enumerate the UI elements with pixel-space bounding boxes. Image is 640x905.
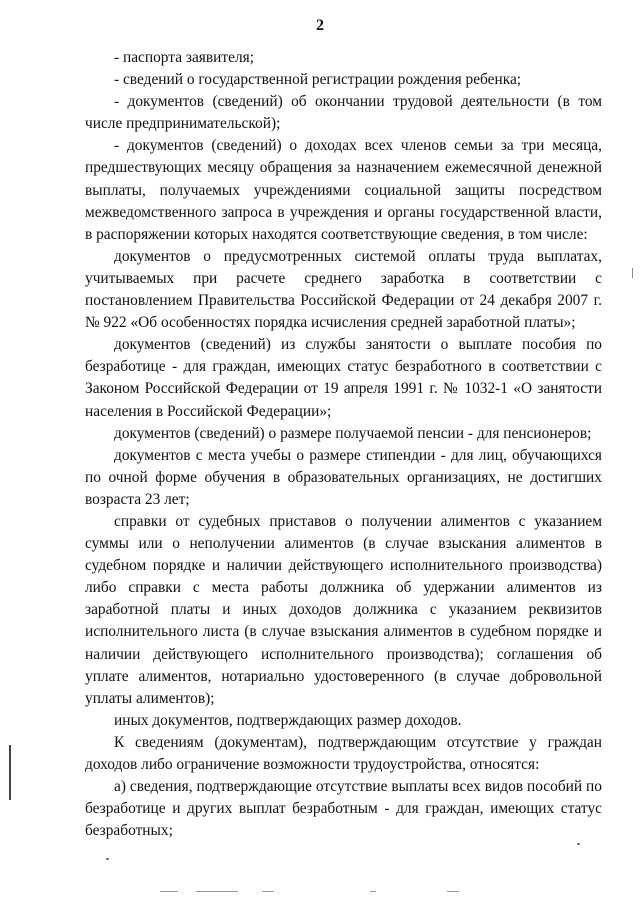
- scan-edge-mark: [632, 268, 633, 278]
- paragraph-pension: документов (сведений) о размере получаемой пенсии - для пенсионеров;: [114, 424, 592, 442]
- scan-bottom-rule: [370, 891, 376, 892]
- paragraph-alimony: справки от судебных приставов о получении алиментов с указанием суммы или о неполучении алиментов (в случае взыскания алиментов в судебном порядке и наличии действующего исполнительного производства) либо справки с места работы должника об удержании алиментов из заработной платы и иных доходов должника с указанием реквизитов исполнительного листа (в случае взыскания алиментов в судебном порядке и наличии действующего исполнительного производства); соглашения об уплате алиментов, нотариально удостоверенного (в случае добровольной уплаты алиментов);: [85, 512, 602, 707]
- paragraph-employment-end: - документов (сведений) об окончании трудовой деятельности (в том числе предпринимательской);: [85, 93, 602, 133]
- paragraph-scholarship: документов с места учебы о размере стипендии - для лиц, обучающихся по очной форме обучения в образовательных организациях, не достигших возраста 23 лет;: [85, 446, 602, 508]
- scan-bottom-rule: [262, 891, 274, 892]
- paragraph-other-income: иных документов, подтверждающих размер доходов.: [114, 711, 462, 729]
- paragraph-birth-registration: - сведений о государственной регистрации рождения ребенка;: [114, 71, 522, 89]
- paragraph-unemployment-benefit: документов (сведений) из службы занятости о выплате пособия по безработице - для граждан, имеющих статус безработного в соответствии с Законом Российской Федерации от 19 апреля 1991 г. № 1032-1 «О занятости населения в Российской Федерации»;: [85, 336, 602, 420]
- page-number: 2: [316, 17, 324, 34]
- paragraph-no-income-intro: К сведениям (документам), подтверждающим отсутствие у граждан доходов либо ограничение возможности трудоустройства, относятся:: [85, 733, 602, 773]
- paragraph-item-a: а) сведения, подтверждающие отсутствие выплаты всех видов пособий по безработице и других выплат безработным - для граждан, имеющих статус безработных;: [85, 778, 602, 840]
- scan-bottom-rule: [447, 891, 459, 892]
- paragraph-family-income: - документов (сведений) о доходах всех членов семьи за три месяца, предшествующих месяцу обращения за назначением ежемесячной денежной выплаты, получаемых учреждениями социальной защиты посредством межведомственного запроса в учреждения и органы государственной власти, в распоряжении которых находятся соответствующие сведения, в том числе:: [85, 137, 602, 243]
- scan-speck: [106, 858, 109, 860]
- paragraph-applicant-passport: - паспорта заявителя;: [114, 49, 254, 66]
- scan-margin-mark: [9, 745, 11, 800]
- paragraph-salary-payments: документов о предусмотренных системой оплаты труда выплатах, учитываемых при расчете среднего заработка в соответствии с постановлением Правительства Российской Федерации от 24 декабря 2007 г. № 922 «Об особенностях порядка исчисления средней заработной платы»;: [85, 247, 602, 332]
- scan-bottom-rule: [160, 891, 178, 892]
- scan-speck: [577, 843, 580, 845]
- document-body: [85, 47, 602, 842]
- scan-bottom-rule: [196, 891, 238, 892]
